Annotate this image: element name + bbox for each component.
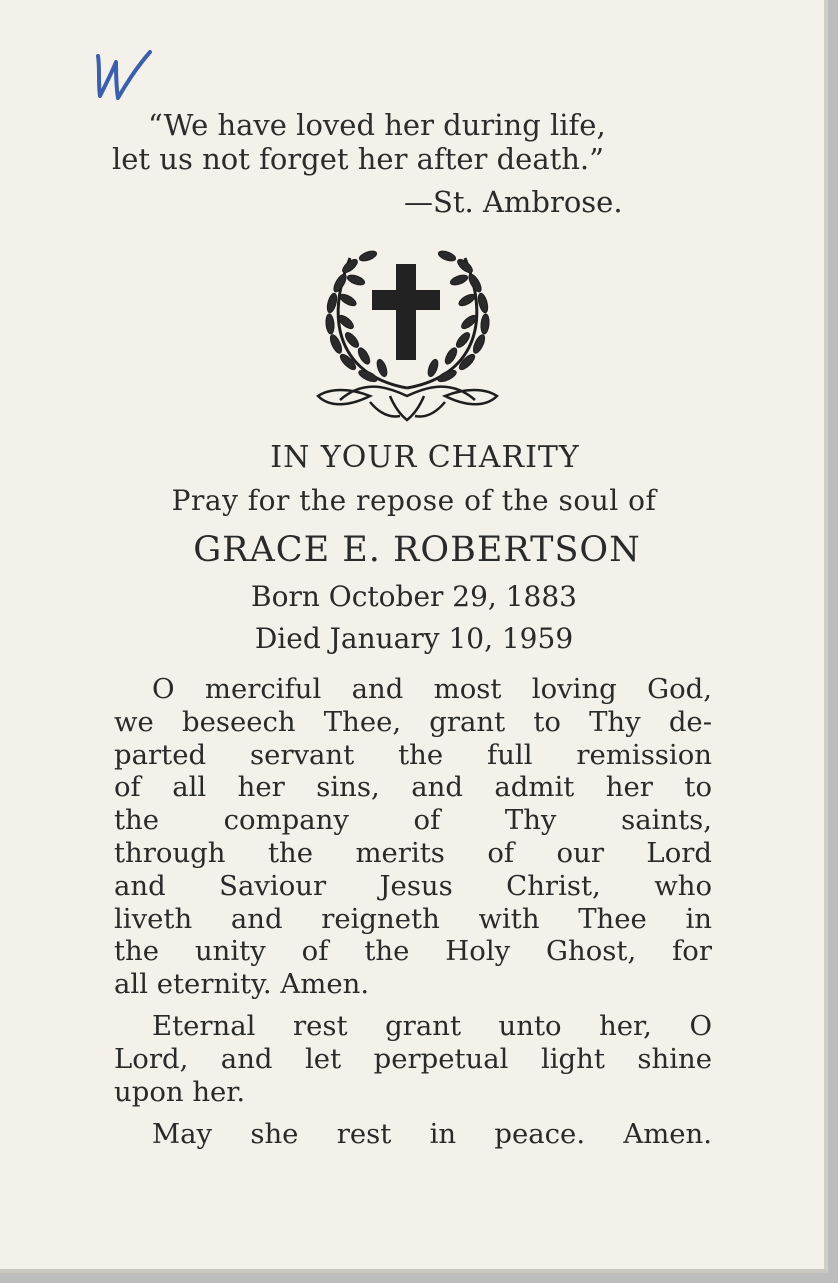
epigraph-attribution: —St. Ambrose. (404, 185, 623, 219)
prayer-line: all eternity. Amen. (114, 968, 370, 1001)
prayer-line: of all her sins, and admit her to (114, 771, 712, 804)
prayer-line: and Saviour Jesus Christ, who (114, 869, 712, 902)
epigraph-line-1: “We have loved her during life, (148, 108, 606, 142)
prayer-line: the company of Thy saints, (114, 804, 712, 837)
rest-line: Eternal rest grant unto her, O (152, 1010, 712, 1042)
death-date: Died January 10, 1959 (254, 622, 574, 655)
prayer-line: O merciful and most loving God, (152, 673, 712, 705)
charity-heading: IN YOUR CHARITY (270, 440, 580, 475)
prayer-line: liveth and reigneth with Thee in (114, 902, 712, 935)
prayer-paragraph (114, 673, 712, 1001)
epigraph-quote (112, 108, 712, 176)
birth-date: Born October 29, 1883 (251, 580, 577, 613)
prayer-line: we beseech Thee, grant to Thy de- (114, 705, 712, 738)
eternal-rest-paragraph (114, 1010, 712, 1109)
rest-line: Lord, and let perpetual light shine (114, 1043, 712, 1075)
epigraph-line-2: let us not forget her after death.” (112, 142, 604, 176)
handwritten-initial (92, 46, 162, 106)
rest-line: upon her. (114, 1076, 246, 1108)
pray-line: Pray for the repose of the soul of (171, 484, 657, 517)
prayer-line: through the merits of our Lord (114, 836, 712, 869)
closing-line: May she rest in peace. Amen. (152, 1118, 712, 1150)
deceased-name: GRACE E. ROBERTSON (193, 530, 641, 570)
cross-wreath-icon (310, 238, 505, 428)
prayer-line: parted servant the full remission (114, 738, 712, 771)
prayer-line: the unity of the Holy Ghost, for (114, 935, 712, 968)
